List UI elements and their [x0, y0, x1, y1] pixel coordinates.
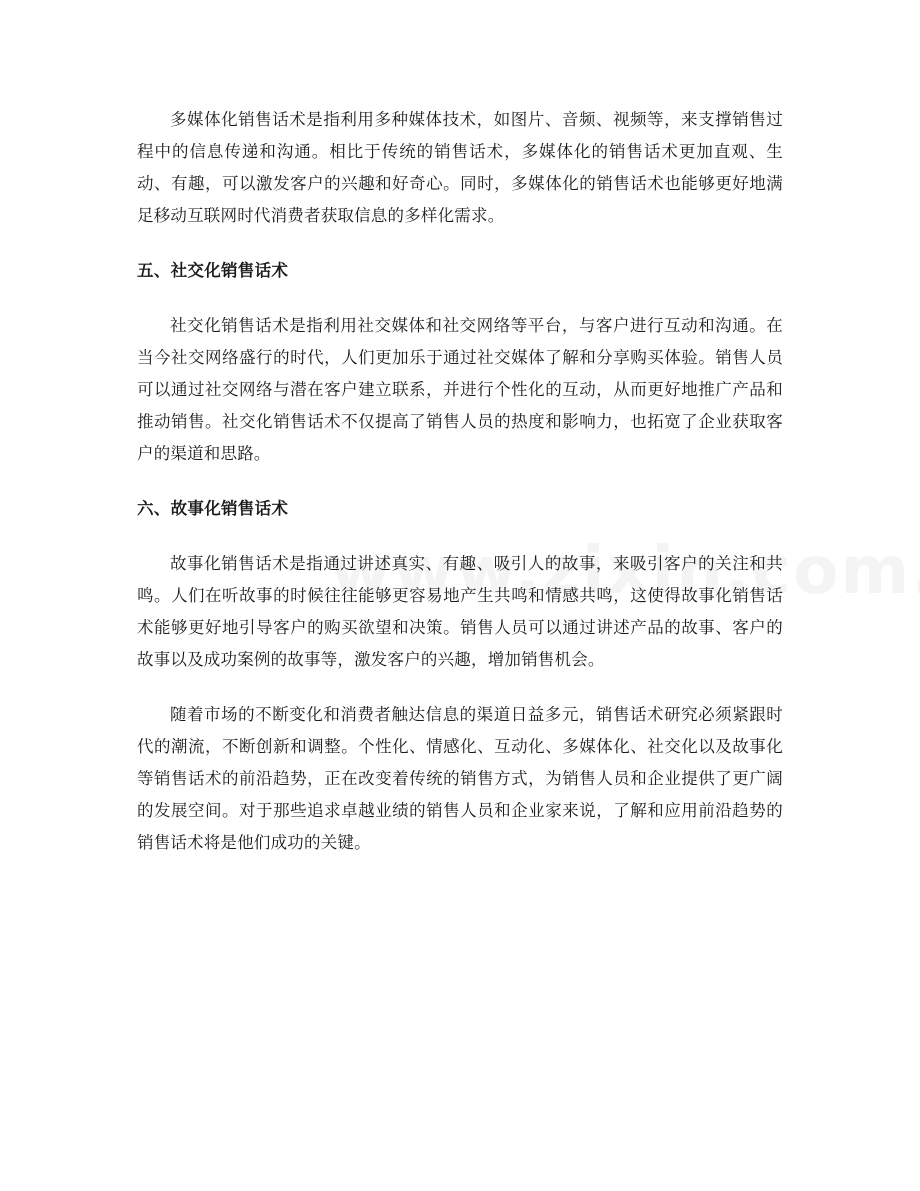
section-heading-social-sales: 五、社交化销售话术 — [137, 261, 289, 280]
paragraph-social-sales: 社交化销售话术是指利用社交媒体和社交网络等平台，与客户进行互动和沟通。在当今社交网络盛行的时代，人们更加乐于通过社交媒体了解和分享购买体验。销售人员可以通过社交网络与潜在客户建立联系，并进行个性化的互动，从而更好地推广产品和推动销售。社交化销售话术不仅提高了销售人员的热度和影响力，也拓宽了企业获取客户的渠道和思路。 — [137, 316, 783, 463]
section-heading-story-sales: 六、故事化销售话术 — [137, 499, 289, 518]
paragraph-conclusion: 随着市场的不断变化和消费者触达信息的渠道日益多元，销售话术研究必须紧跟时代的潮流，不断创新和调整。个性化、情感化、互动化、多媒体化、社交化以及故事化等销售话术的前沿趋势，正在改变着传统的销售方式，为销售人员和企业提供了更广阔的发展空间。对于那些追求卓越业绩的销售人员和企业家来说，了解和应用前沿趋势的销售话术将是他们成功的关键。 — [137, 705, 783, 852]
paragraph-story-sales: 故事化销售话术是指通过讲述真实、有趣、吸引人的故事，来吸引客户的关注和共鸣。人们在听故事的时候往往能够更容易地产生共鸣和情感共鸣，这使得故事化销售话术能够更好地引导客户的购买欲望和决策。销售人员可以通过讲述产品的故事、客户的故事以及成功案例的故事等，激发客户的兴趣，增加销售机会。 — [137, 554, 783, 669]
document-page — [137, 104, 783, 859]
paragraph-multimedia-sales: 多媒体化销售话术是指利用多种媒体技术，如图片、音频、视频等，来支撑销售过程中的信息传递和沟通。相比于传统的销售话术，多媒体化的销售话术更加直观、生动、有趣，可以激发客户的兴趣和好奇心。同时，多媒体化的销售话术也能够更好地满足移动互联网时代消费者获取信息的多样化需求。 — [137, 110, 783, 225]
